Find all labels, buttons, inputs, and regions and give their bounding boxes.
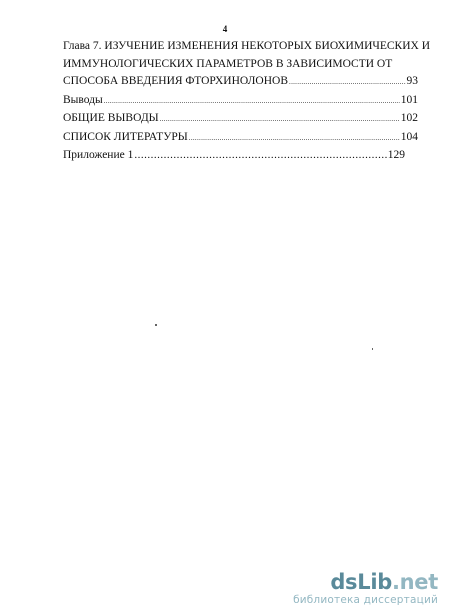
scan-speck	[372, 348, 373, 350]
dot-leader	[189, 130, 400, 148]
toc-entry-appendix	[63, 147, 405, 165]
scan-speck	[155, 324, 157, 326]
toc-entry-general-conclusions	[63, 110, 418, 129]
toc-entry-page: 102	[400, 112, 418, 124]
dslib-watermark	[293, 571, 438, 606]
toc-entry-page: 93	[406, 75, 418, 87]
toc-entry-label: Приложение 1	[63, 149, 134, 161]
table-of-contents	[63, 38, 431, 165]
toc-entry-conclusions	[63, 92, 418, 111]
toc-chapter7-title-line1: Глава 7. ИЗУЧЕНИЕ ИЗМЕНЕНИЯ НЕКОТОРЫХ БИОХИМИЧЕСКИХ И	[63, 40, 431, 52]
dot-leader	[104, 93, 400, 111]
toc-entry-label: СПОСОБА ВВЕДЕНИЯ ФТОРХИНОЛОНОВ	[63, 75, 289, 87]
watermark-logo-part2: .net	[391, 570, 438, 594]
toc-entry-label: СПИСОК ЛИТЕРАТУРЫ	[63, 130, 188, 143]
toc-entry-label: ОБЩИЕ ВЫВОДЫ	[63, 112, 159, 124]
page-number: 4	[222, 24, 228, 34]
toc-entry-page: 104	[400, 130, 418, 143]
toc-entry-page: 101	[400, 93, 418, 106]
toc-entry-label: Выводы	[63, 93, 103, 106]
watermark-logo-part1: dsLib	[330, 570, 392, 594]
dot-leader	[134, 147, 386, 165]
toc-entry-page: 129	[387, 149, 405, 161]
dot-leader	[289, 74, 405, 92]
dot-leader	[160, 111, 400, 129]
toc-chapter7-title-line2: ИММУНОЛОГИЧЕСКИХ ПАРАМЕТРОВ В ЗАВИСИМОСТИ ОТ	[63, 57, 393, 70]
toc-entry-chapter7	[63, 73, 418, 92]
watermark-logo	[293, 571, 438, 593]
toc-entry-references	[63, 129, 418, 148]
watermark-subtitle: библиотека диссертаций	[293, 594, 438, 606]
